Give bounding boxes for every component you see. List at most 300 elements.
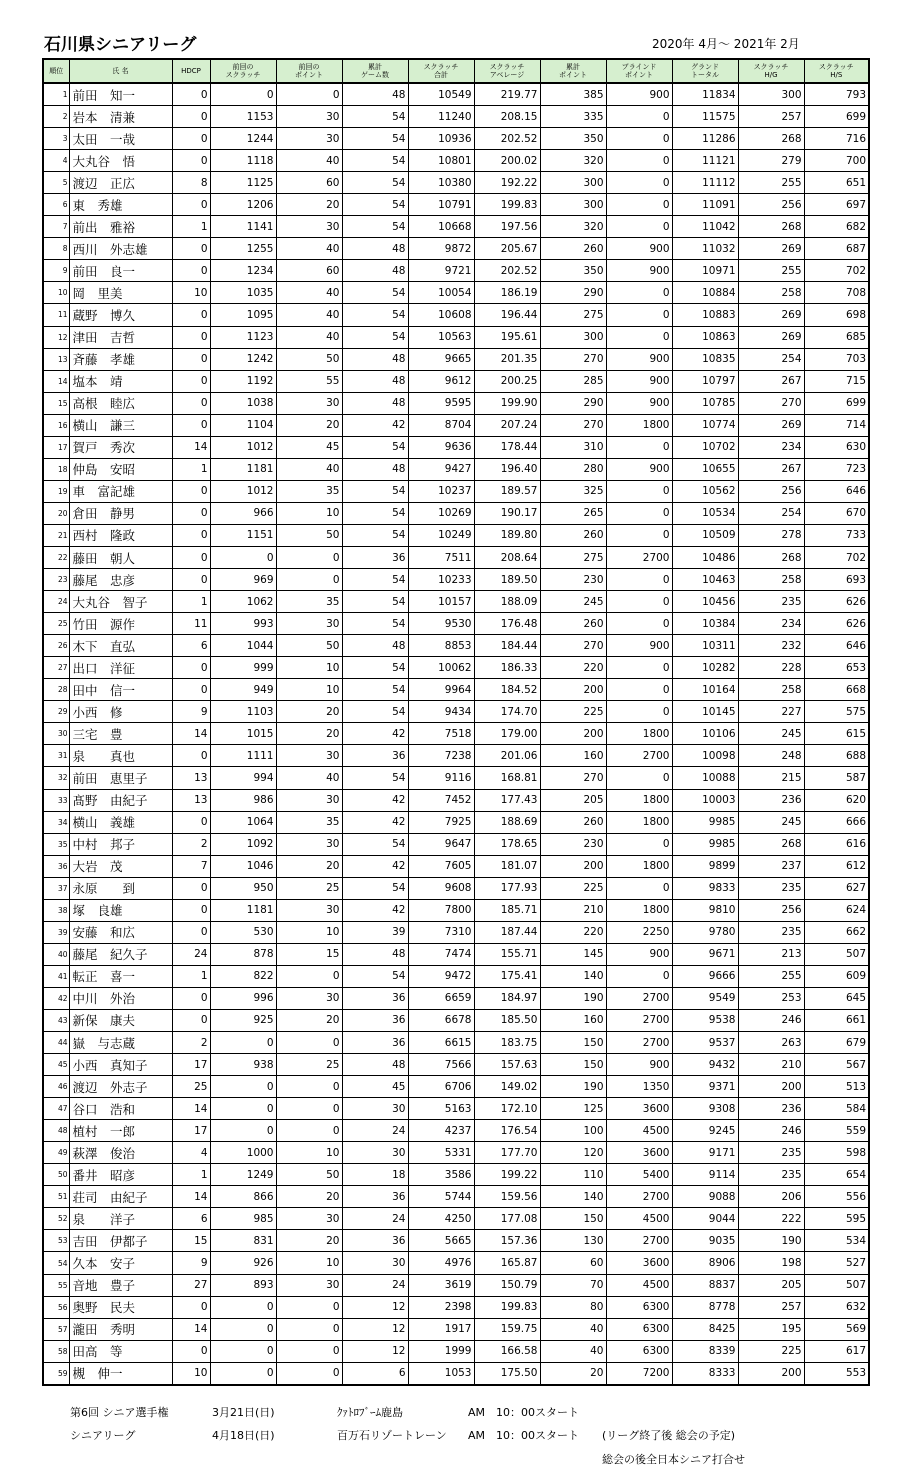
table-cell: 985 bbox=[210, 1208, 276, 1230]
table-cell: 687 bbox=[804, 238, 869, 260]
name-cell: 横山 義雄 bbox=[69, 811, 172, 833]
table-cell: 30 bbox=[276, 789, 342, 811]
table-cell: 110 bbox=[540, 1164, 606, 1186]
name-cell: 泉 真也 bbox=[69, 745, 172, 767]
name-cell: 大丸谷 悟 bbox=[69, 150, 172, 172]
table-cell: 186.33 bbox=[474, 657, 540, 679]
table-cell: 595 bbox=[804, 1208, 869, 1230]
table-cell: 699 bbox=[804, 392, 869, 414]
table-row bbox=[43, 1230, 869, 1252]
table-cell: 0 bbox=[606, 965, 672, 987]
table-cell: 245 bbox=[738, 723, 804, 745]
table-cell: 699 bbox=[804, 106, 869, 128]
table-cell: 10269 bbox=[408, 502, 474, 524]
table-cell: 1800 bbox=[606, 899, 672, 921]
table-row bbox=[43, 767, 869, 789]
table-cell: 615 bbox=[804, 723, 869, 745]
footer-time-2: AM 10：00スタート bbox=[468, 1429, 580, 1442]
name-cell: 前田 恵里子 bbox=[69, 767, 172, 789]
table-cell: 24 bbox=[342, 1120, 408, 1142]
table-cell: 177.93 bbox=[474, 877, 540, 899]
table-cell: 584 bbox=[804, 1098, 869, 1120]
table-cell: 0 bbox=[172, 370, 210, 392]
table-cell: 9044 bbox=[672, 1208, 738, 1230]
table-cell: 0 bbox=[210, 1032, 276, 1054]
table-cell: 10384 bbox=[672, 613, 738, 635]
name-cell: 前田 良一 bbox=[69, 260, 172, 282]
table-cell: 1000 bbox=[210, 1142, 276, 1164]
table-cell: 125 bbox=[540, 1098, 606, 1120]
table-cell: 10608 bbox=[408, 304, 474, 326]
table-cell: 200 bbox=[540, 723, 606, 745]
table-cell: 7452 bbox=[408, 789, 474, 811]
table-cell: 0 bbox=[172, 679, 210, 701]
table-cell: 35 bbox=[276, 480, 342, 502]
table-cell: 280 bbox=[540, 458, 606, 480]
table-cell: 40 bbox=[276, 304, 342, 326]
table-cell: 54 bbox=[342, 524, 408, 546]
column-header: ブラインド ポイント bbox=[606, 59, 672, 83]
table-cell: 878 bbox=[210, 943, 276, 965]
table-cell: 27 bbox=[172, 1274, 210, 1296]
table-cell: 1192 bbox=[210, 370, 276, 392]
table-cell: 1153 bbox=[210, 106, 276, 128]
table-cell: 0 bbox=[210, 1296, 276, 1318]
table-cell: 688 bbox=[804, 745, 869, 767]
table-cell: 2700 bbox=[606, 1230, 672, 1252]
table-cell: 938 bbox=[210, 1054, 276, 1076]
table-cell: 54 bbox=[342, 657, 408, 679]
table-cell: 30 bbox=[276, 613, 342, 635]
table-cell: 285 bbox=[540, 370, 606, 392]
table-cell: 9116 bbox=[408, 767, 474, 789]
table-cell: 200.02 bbox=[474, 150, 540, 172]
table-cell: 40 bbox=[276, 458, 342, 480]
table-row bbox=[43, 304, 869, 326]
table-cell: 10237 bbox=[408, 480, 474, 502]
table-cell: 900 bbox=[606, 458, 672, 480]
table-cell: 1181 bbox=[210, 458, 276, 480]
table-cell: 9595 bbox=[408, 392, 474, 414]
table-cell: 199.83 bbox=[474, 194, 540, 216]
table-cell: 9035 bbox=[672, 1230, 738, 1252]
table-cell: 10003 bbox=[672, 789, 738, 811]
table-cell: 0 bbox=[606, 502, 672, 524]
table-cell: 25 bbox=[276, 877, 342, 899]
table-cell: 0 bbox=[172, 326, 210, 348]
table-cell: 10562 bbox=[672, 480, 738, 502]
table-cell: 0 bbox=[172, 392, 210, 414]
name-cell: 高根 睦広 bbox=[69, 392, 172, 414]
table-cell: 10534 bbox=[672, 502, 738, 524]
table-cell: 703 bbox=[804, 348, 869, 370]
table-cell: 9245 bbox=[672, 1120, 738, 1142]
table-row bbox=[43, 657, 869, 679]
table-cell: 0 bbox=[606, 106, 672, 128]
table-cell: 0 bbox=[606, 282, 672, 304]
rank-cell: 21 bbox=[43, 524, 69, 546]
table-cell: 70 bbox=[540, 1274, 606, 1296]
table-cell: 9114 bbox=[672, 1164, 738, 1186]
table-cell: 159.56 bbox=[474, 1186, 540, 1208]
name-cell: 田中 信一 bbox=[69, 679, 172, 701]
rank-cell: 10 bbox=[43, 282, 69, 304]
table-cell: 0 bbox=[276, 1318, 342, 1340]
table-cell: 45 bbox=[342, 1076, 408, 1098]
table-cell: 20 bbox=[540, 1362, 606, 1385]
table-cell: 30 bbox=[276, 392, 342, 414]
table-cell: 0 bbox=[172, 238, 210, 260]
column-header: 氏 名 bbox=[69, 59, 172, 83]
table-cell: 268 bbox=[738, 833, 804, 855]
name-cell: 中川 外治 bbox=[69, 987, 172, 1009]
table-cell: 219.77 bbox=[474, 83, 540, 106]
name-cell: 渡辺 正広 bbox=[69, 172, 172, 194]
rank-cell: 45 bbox=[43, 1054, 69, 1076]
rank-cell: 57 bbox=[43, 1318, 69, 1340]
table-cell: 201.35 bbox=[474, 348, 540, 370]
table-cell: 60 bbox=[540, 1252, 606, 1274]
table-cell: 20 bbox=[276, 414, 342, 436]
table-cell: 0 bbox=[276, 1362, 342, 1385]
name-cell: 田高 等 bbox=[69, 1340, 172, 1362]
name-cell: 嶽 与志蔵 bbox=[69, 1032, 172, 1054]
table-cell: 9721 bbox=[408, 260, 474, 282]
table-cell: 60 bbox=[276, 172, 342, 194]
table-cell: 200 bbox=[738, 1076, 804, 1098]
table-row bbox=[43, 1164, 869, 1186]
table-cell: 55 bbox=[276, 370, 342, 392]
table-row bbox=[43, 965, 869, 987]
table-cell: 0 bbox=[276, 1120, 342, 1142]
table-cell: 10164 bbox=[672, 679, 738, 701]
table-cell: 1800 bbox=[606, 723, 672, 745]
table-row bbox=[43, 1186, 869, 1208]
table-cell: 263 bbox=[738, 1032, 804, 1054]
table-cell: 205 bbox=[738, 1274, 804, 1296]
rank-cell: 32 bbox=[43, 767, 69, 789]
table-cell: 530 bbox=[210, 921, 276, 943]
table-cell: 698 bbox=[804, 304, 869, 326]
name-cell: 新保 康夫 bbox=[69, 1009, 172, 1031]
table-cell: 10971 bbox=[672, 260, 738, 282]
table-cell: 30 bbox=[276, 745, 342, 767]
table-cell: 30 bbox=[276, 987, 342, 1009]
table-cell: 9308 bbox=[672, 1098, 738, 1120]
table-row bbox=[43, 83, 869, 106]
table-cell: 9088 bbox=[672, 1186, 738, 1208]
table-row bbox=[43, 150, 869, 172]
rank-cell: 47 bbox=[43, 1098, 69, 1120]
table-cell: 1095 bbox=[210, 304, 276, 326]
table-cell: 10249 bbox=[408, 524, 474, 546]
table-cell: 668 bbox=[804, 679, 869, 701]
table-cell: 300 bbox=[738, 83, 804, 106]
table-cell: 36 bbox=[342, 1230, 408, 1252]
table-cell: 0 bbox=[210, 1318, 276, 1340]
table-cell: 793 bbox=[804, 83, 869, 106]
table-cell: 30 bbox=[276, 216, 342, 238]
table-cell: 2700 bbox=[606, 745, 672, 767]
table-cell: 11121 bbox=[672, 150, 738, 172]
table-row bbox=[43, 921, 869, 943]
name-cell: 荘司 由紀子 bbox=[69, 1186, 172, 1208]
table-cell: 14 bbox=[172, 1318, 210, 1340]
table-cell: 9427 bbox=[408, 458, 474, 480]
table-cell: 14 bbox=[172, 436, 210, 458]
table-cell: 10 bbox=[276, 679, 342, 701]
table-cell: 9472 bbox=[408, 965, 474, 987]
table-cell: 994 bbox=[210, 767, 276, 789]
table-cell: 175.50 bbox=[474, 1362, 540, 1385]
table-cell: 1046 bbox=[210, 855, 276, 877]
rank-cell: 52 bbox=[43, 1208, 69, 1230]
table-cell: 0 bbox=[172, 150, 210, 172]
table-cell: 3619 bbox=[408, 1274, 474, 1296]
table-row bbox=[43, 635, 869, 657]
table-cell: 275 bbox=[540, 546, 606, 568]
table-cell: 900 bbox=[606, 238, 672, 260]
table-cell: 130 bbox=[540, 1230, 606, 1252]
rank-cell: 7 bbox=[43, 216, 69, 238]
table-cell: 225 bbox=[540, 877, 606, 899]
name-cell: 萩澤 俊治 bbox=[69, 1142, 172, 1164]
table-cell: 626 bbox=[804, 613, 869, 635]
table-cell: 30 bbox=[276, 1274, 342, 1296]
table-cell: 20 bbox=[276, 1009, 342, 1031]
table-cell: 646 bbox=[804, 635, 869, 657]
table-cell: 617 bbox=[804, 1340, 869, 1362]
table-cell: 10233 bbox=[408, 569, 474, 591]
table-cell: 40 bbox=[276, 238, 342, 260]
rank-cell: 20 bbox=[43, 502, 69, 524]
table-cell: 157.63 bbox=[474, 1054, 540, 1076]
table-cell: 10883 bbox=[672, 304, 738, 326]
table-cell: 258 bbox=[738, 679, 804, 701]
table-cell: 5665 bbox=[408, 1230, 474, 1252]
table-row bbox=[43, 524, 869, 546]
page-title: 石川県シニアリーグ bbox=[44, 35, 197, 55]
name-cell: 大丸谷 智子 bbox=[69, 591, 172, 613]
table-cell: 200.25 bbox=[474, 370, 540, 392]
table-cell: 0 bbox=[172, 194, 210, 216]
table-cell: 190 bbox=[738, 1230, 804, 1252]
table-cell: 0 bbox=[172, 899, 210, 921]
table-cell: 900 bbox=[606, 370, 672, 392]
table-cell: 189.80 bbox=[474, 524, 540, 546]
table-cell: 0 bbox=[276, 83, 342, 106]
table-row bbox=[43, 502, 869, 524]
table-cell: 235 bbox=[738, 591, 804, 613]
table-cell: 0 bbox=[606, 150, 672, 172]
table-cell: 949 bbox=[210, 679, 276, 701]
rank-cell: 19 bbox=[43, 480, 69, 502]
table-cell: 6300 bbox=[606, 1296, 672, 1318]
table-row bbox=[43, 1120, 869, 1142]
table-cell: 40 bbox=[276, 326, 342, 348]
table-cell: 54 bbox=[342, 502, 408, 524]
table-cell: 176.48 bbox=[474, 613, 540, 635]
table-row bbox=[43, 238, 869, 260]
table-row bbox=[43, 1009, 869, 1031]
table-cell: 507 bbox=[804, 1274, 869, 1296]
table-cell: 188.69 bbox=[474, 811, 540, 833]
table-cell: 10797 bbox=[672, 370, 738, 392]
table-cell: 14 bbox=[172, 1098, 210, 1120]
table-cell: 6 bbox=[172, 1208, 210, 1230]
table-cell: 4 bbox=[172, 1142, 210, 1164]
table-cell: 0 bbox=[210, 1120, 276, 1142]
table-cell: 270 bbox=[540, 767, 606, 789]
table-cell: 0 bbox=[172, 480, 210, 502]
table-cell: 54 bbox=[342, 965, 408, 987]
table-cell: 199.22 bbox=[474, 1164, 540, 1186]
table-cell: 39 bbox=[342, 921, 408, 943]
table-cell: 260 bbox=[540, 811, 606, 833]
name-cell: 藤田 朝人 bbox=[69, 546, 172, 568]
table-cell: 993 bbox=[210, 613, 276, 635]
table-cell: 10774 bbox=[672, 414, 738, 436]
table-cell: 1242 bbox=[210, 348, 276, 370]
table-cell: 24 bbox=[342, 1274, 408, 1296]
table-cell: 25 bbox=[276, 1054, 342, 1076]
table-cell: 268 bbox=[738, 546, 804, 568]
table-cell: 20 bbox=[276, 1230, 342, 1252]
table-cell: 20 bbox=[276, 701, 342, 723]
table-cell: 10062 bbox=[408, 657, 474, 679]
table-cell: 54 bbox=[342, 194, 408, 216]
table-cell: 205 bbox=[540, 789, 606, 811]
footer-venue-2: 百万石リゾートレーン bbox=[337, 1429, 447, 1442]
table-cell: 1800 bbox=[606, 414, 672, 436]
table-cell: 270 bbox=[540, 414, 606, 436]
table-cell: 1206 bbox=[210, 194, 276, 216]
table-cell: 20 bbox=[276, 1186, 342, 1208]
table-cell: 7 bbox=[172, 855, 210, 877]
table-cell: 714 bbox=[804, 414, 869, 436]
table-cell: 12 bbox=[342, 1296, 408, 1318]
name-cell: 永原 到 bbox=[69, 877, 172, 899]
table-cell: 10884 bbox=[672, 282, 738, 304]
table-cell: 620 bbox=[804, 789, 869, 811]
table-cell: 609 bbox=[804, 965, 869, 987]
table-cell: 9780 bbox=[672, 921, 738, 943]
table-cell: 186.19 bbox=[474, 282, 540, 304]
table-cell: 11 bbox=[172, 613, 210, 635]
table-cell: 8837 bbox=[672, 1274, 738, 1296]
rank-cell: 25 bbox=[43, 613, 69, 635]
footer-event-1: 第6回 シニア選手権 bbox=[70, 1406, 169, 1419]
table-cell: 166.58 bbox=[474, 1340, 540, 1362]
table-row bbox=[43, 172, 869, 194]
table-cell: 7310 bbox=[408, 921, 474, 943]
name-cell: 大岩 茂 bbox=[69, 855, 172, 877]
table-cell: 198 bbox=[738, 1252, 804, 1274]
table-cell: 48 bbox=[342, 1054, 408, 1076]
rank-cell: 50 bbox=[43, 1164, 69, 1186]
table-cell: 255 bbox=[738, 965, 804, 987]
table-cell: 235 bbox=[738, 1164, 804, 1186]
table-cell: 670 bbox=[804, 502, 869, 524]
name-cell: 吉田 伊都子 bbox=[69, 1230, 172, 1252]
table-cell: 235 bbox=[738, 877, 804, 899]
table-cell: 11032 bbox=[672, 238, 738, 260]
table-cell: 7800 bbox=[408, 899, 474, 921]
table-cell: 290 bbox=[540, 282, 606, 304]
table-cell: 54 bbox=[342, 613, 408, 635]
table-cell: 172.10 bbox=[474, 1098, 540, 1120]
table-cell: 30 bbox=[276, 899, 342, 921]
table-cell: 320 bbox=[540, 216, 606, 238]
table-cell: 258 bbox=[738, 282, 804, 304]
table-cell: 275 bbox=[540, 304, 606, 326]
table-row bbox=[43, 1252, 869, 1274]
table-cell: 7566 bbox=[408, 1054, 474, 1076]
table-cell: 278 bbox=[738, 524, 804, 546]
table-cell: 385 bbox=[540, 83, 606, 106]
period-label: 2020年 4月～ 2021年 2月 bbox=[652, 37, 800, 51]
rank-cell: 17 bbox=[43, 436, 69, 458]
name-cell: 小西 修 bbox=[69, 701, 172, 723]
table-cell: 269 bbox=[738, 326, 804, 348]
table-cell: 0 bbox=[210, 1076, 276, 1098]
table-cell: 12 bbox=[342, 1318, 408, 1340]
table-cell: 733 bbox=[804, 524, 869, 546]
table-cell: 25 bbox=[172, 1076, 210, 1098]
table-cell: 5163 bbox=[408, 1098, 474, 1120]
table-cell: 40 bbox=[276, 767, 342, 789]
table-cell: 30 bbox=[276, 833, 342, 855]
rank-cell: 46 bbox=[43, 1076, 69, 1098]
table-cell: 30 bbox=[276, 128, 342, 150]
name-cell: 塚 良雄 bbox=[69, 899, 172, 921]
table-row bbox=[43, 392, 869, 414]
table-cell: 0 bbox=[276, 569, 342, 591]
table-cell: 256 bbox=[738, 194, 804, 216]
table-cell: 556 bbox=[804, 1186, 869, 1208]
table-cell: 10456 bbox=[672, 591, 738, 613]
column-header: HDCP bbox=[172, 59, 210, 83]
table-cell: 8778 bbox=[672, 1296, 738, 1318]
table-row bbox=[43, 436, 869, 458]
rank-cell: 13 bbox=[43, 348, 69, 370]
table-row bbox=[43, 1296, 869, 1318]
rank-cell: 28 bbox=[43, 679, 69, 701]
table-cell: 11240 bbox=[408, 106, 474, 128]
table-cell: 255 bbox=[738, 172, 804, 194]
table-cell: 10 bbox=[172, 1362, 210, 1385]
table-cell: 661 bbox=[804, 1009, 869, 1031]
table-cell: 1044 bbox=[210, 635, 276, 657]
table-cell: 178.44 bbox=[474, 436, 540, 458]
table-cell: 10 bbox=[276, 502, 342, 524]
table-cell: 831 bbox=[210, 1230, 276, 1252]
table-cell: 10 bbox=[276, 1252, 342, 1274]
table-cell: 237 bbox=[738, 855, 804, 877]
table-cell: 160 bbox=[540, 745, 606, 767]
table-cell: 40 bbox=[540, 1318, 606, 1340]
name-cell: 倉田 静男 bbox=[69, 502, 172, 524]
table-cell: 9 bbox=[172, 1252, 210, 1274]
table-cell: 0 bbox=[210, 1340, 276, 1362]
table-cell: 8906 bbox=[672, 1252, 738, 1274]
table-cell: 50 bbox=[276, 524, 342, 546]
table-cell: 0 bbox=[172, 546, 210, 568]
table-cell: 1 bbox=[172, 965, 210, 987]
table-cell: 716 bbox=[804, 128, 869, 150]
table-cell: 0 bbox=[172, 987, 210, 1009]
table-cell: 7518 bbox=[408, 723, 474, 745]
